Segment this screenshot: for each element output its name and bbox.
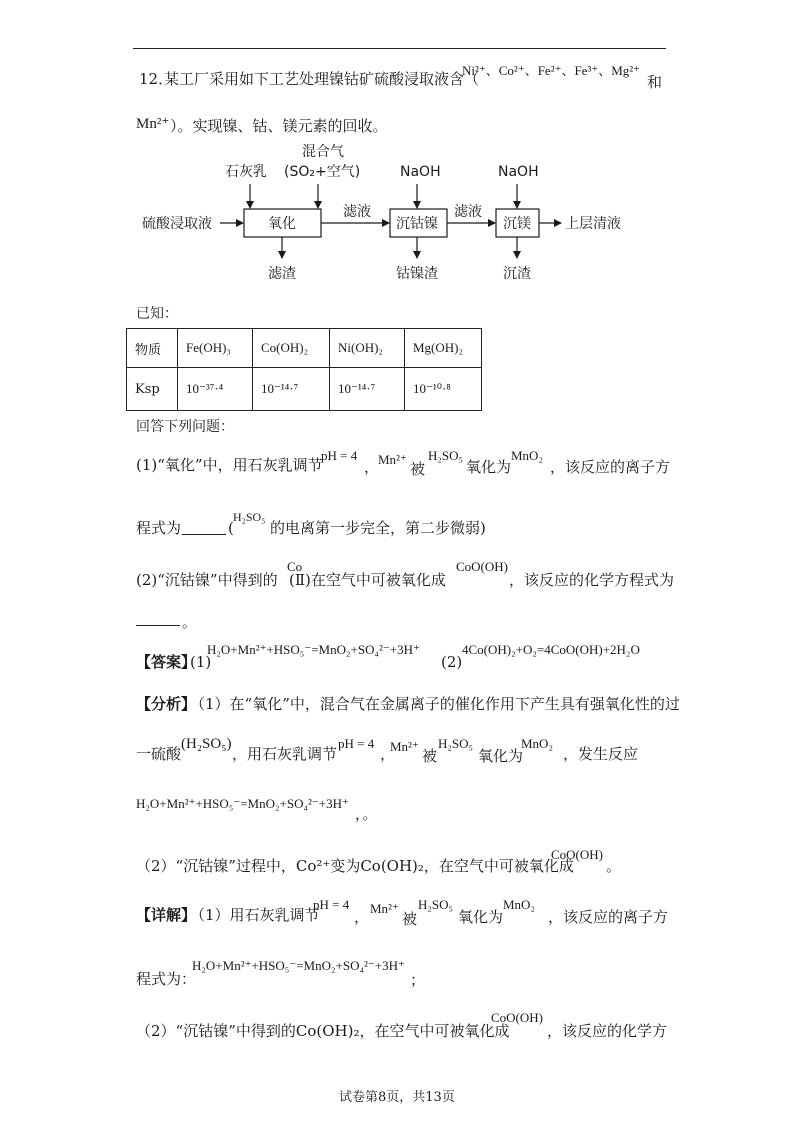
- question-intro-end: ）。实现镍、钴、镁元素的回收。: [170, 117, 388, 135]
- q2-end: 。: [182, 613, 198, 631]
- residue1-label: 滤渣: [268, 266, 296, 282]
- q1-text-a: (1)“氧化”中，用石灰乳调节: [136, 456, 323, 474]
- q1-mn: Mn²⁺: [378, 452, 407, 467]
- feed-label: 硫酸浸取液: [142, 216, 212, 232]
- q1-line2b: 的电离第一步完全，第二步微弱): [270, 519, 486, 537]
- residue3-label: 沉渣: [503, 266, 531, 282]
- analysis-h2so5-paren: (H₂SO₅): [181, 736, 232, 752]
- q2-cooh: CoO(OH): [456, 559, 508, 574]
- detail-mn: Mn²⁺: [370, 901, 399, 916]
- detail-l2a: 程式为：: [136, 970, 197, 988]
- process-flow-diagram: [0, 0, 800, 300]
- answer-label: 【答案】: [136, 653, 197, 671]
- table-cell: 物质: [127, 329, 178, 368]
- table-cell: Ni(OH)₂: [330, 329, 405, 368]
- product-label: 上层清液: [565, 216, 621, 232]
- lime-label: 石灰乳: [225, 164, 267, 180]
- table-cell: Co(OH)₂: [253, 329, 330, 368]
- question-intro: 某工厂采用如下工艺处理镍钴矿硫酸浸取液含（: [164, 70, 480, 88]
- detail-eq: H₂O+Mn²⁺+HSO₅⁻=MnO₂+SO₄²⁻+3H⁺: [192, 958, 405, 973]
- analysis-l2d: 氧化为: [478, 747, 524, 765]
- page-footer: 试卷第8页，共13页: [339, 1090, 455, 1105]
- answer-eq2: 4Co(OH)₂+O₂=4CoO(OH)+2H₂O: [462, 642, 640, 657]
- table-row: [127, 368, 482, 411]
- mixed-gas-label: 混合气: [302, 144, 344, 160]
- q1-text-c: 氧化为: [466, 458, 512, 476]
- answer-prompt: 回答下列问题：: [136, 419, 234, 435]
- table-cell: Fe(OH)₃: [178, 329, 253, 368]
- q1-paren: (: [228, 519, 234, 537]
- analysis-label: 【分析】: [136, 695, 197, 713]
- analysis-comma: ，: [380, 745, 396, 763]
- question-number: 12．: [139, 70, 174, 88]
- known-label: 已知：: [136, 306, 178, 322]
- analysis-cooh: CoO(OH): [551, 847, 603, 862]
- detail-label: 【详解】: [136, 906, 197, 924]
- analysis-mn: Mn²⁺: [390, 739, 419, 754]
- filtrate2-label: 滤液: [454, 204, 482, 220]
- oxidation-label: 氧化: [268, 216, 296, 232]
- analysis-l3end: ，。: [355, 805, 378, 823]
- q1-ph: pH = 4: [321, 448, 358, 463]
- q1-line2a: 程式为: [136, 519, 182, 537]
- analysis-l2b: ，用石灰乳调节: [232, 745, 338, 763]
- answer-n2: (2): [441, 653, 463, 671]
- table-cell: 10⁻¹⁴·⁷: [253, 368, 330, 411]
- analysis-eq: H₂O+Mn²⁺+HSO₅⁻=MnO₂+SO₄²⁻+3H⁺: [136, 796, 349, 811]
- detail-l3a: （2）“沉钴镍”中得到的Co(OH)₂，在空气中可被氧化成: [136, 1022, 510, 1040]
- analysis-l2e: ，发生反应: [563, 745, 639, 763]
- q1-text-d: ，该反应的离子方: [550, 458, 671, 476]
- detail-l1d: ，该反应的离子方: [548, 908, 669, 926]
- detail-comma: ，: [354, 908, 370, 926]
- q2-text-c: ，该反应的化学方程式为: [509, 571, 675, 589]
- table-cell: 10⁻¹⁰·⁸: [405, 368, 482, 411]
- precipitate-co-ni-label: 沉钴镍: [396, 216, 438, 232]
- detail-h2so5: H₂SO₅: [418, 897, 454, 912]
- mn-ion: Mn²⁺: [136, 116, 170, 132]
- residue2-label: 钴镍渣: [396, 266, 438, 282]
- detail-l3b: ，该反应的化学方: [547, 1022, 668, 1040]
- analysis-line1: （1）在“氧化”中，混合气在金属离子的催化作用下产生具有强氧化性的过: [190, 695, 680, 713]
- mixed-gas-formula: (SO₂+空气): [284, 164, 361, 180]
- analysis-mno2: MnO₂: [521, 736, 553, 751]
- q1-bei: 被: [410, 460, 426, 478]
- answer-blank: [182, 520, 226, 535]
- analysis-bei: 被: [422, 747, 438, 765]
- table-cell: Mg(OH)₂: [405, 329, 482, 368]
- q2-text-a: (2)“沉钴镍”中得到的: [136, 571, 278, 589]
- precipitate-mg-label: 沉镁: [503, 216, 531, 232]
- analysis-h2so5: H₂SO₅: [438, 736, 474, 751]
- answer-eq1: H₂O+Mn²⁺+HSO₅⁻=MnO₂+SO₄²⁻+3H⁺: [207, 642, 420, 657]
- analysis-l4end: 。: [606, 857, 622, 875]
- answer-blank: [136, 611, 180, 626]
- q1-h2so5: H₂SO₅: [428, 448, 464, 463]
- q1-comma: ，: [364, 458, 380, 476]
- analysis-line4: （2）“沉钴镍”过程中，Co²⁺变为Co(OH)₂，在空气中可被氧化成: [136, 857, 574, 875]
- analysis-l2a: 一硫酸: [136, 745, 182, 763]
- detail-ph: pH = 4: [313, 897, 350, 912]
- filtrate1-label: 滤液: [343, 204, 371, 220]
- ion-list: Ni²⁺、Co²⁺、Fe²⁺、Fe³⁺、Mg²⁺: [462, 63, 641, 78]
- answer-n1: (1): [190, 653, 212, 671]
- detail-mno2: MnO₂: [503, 897, 535, 912]
- table-cell: 10⁻³⁷·⁴: [178, 368, 253, 411]
- and-word: 和: [647, 73, 663, 91]
- naoh1-label: NaOH: [400, 164, 441, 180]
- detail-l2end: ；: [410, 971, 426, 989]
- detail-bei: 被: [402, 910, 418, 928]
- q2-text-b: (Ⅱ)在空气中可被氧化成: [289, 571, 446, 589]
- ksp-table: [126, 328, 482, 411]
- q1-h2so5-note: H₂SO₅: [233, 510, 266, 524]
- detail-l1a: （1）用石灰乳调节: [190, 906, 320, 924]
- table-cell: Ksp: [127, 368, 178, 411]
- table-row: [127, 329, 482, 368]
- table-cell: 10⁻¹⁴·⁷: [330, 368, 405, 411]
- detail-cooh: CoO(OH): [491, 1010, 543, 1025]
- detail-l1c: 氧化为: [458, 908, 504, 926]
- analysis-ph: pH = 4: [338, 736, 375, 751]
- naoh2-label: NaOH: [498, 164, 539, 180]
- q1-mno2: MnO₂: [511, 448, 543, 463]
- q2-co: Co: [287, 559, 303, 574]
